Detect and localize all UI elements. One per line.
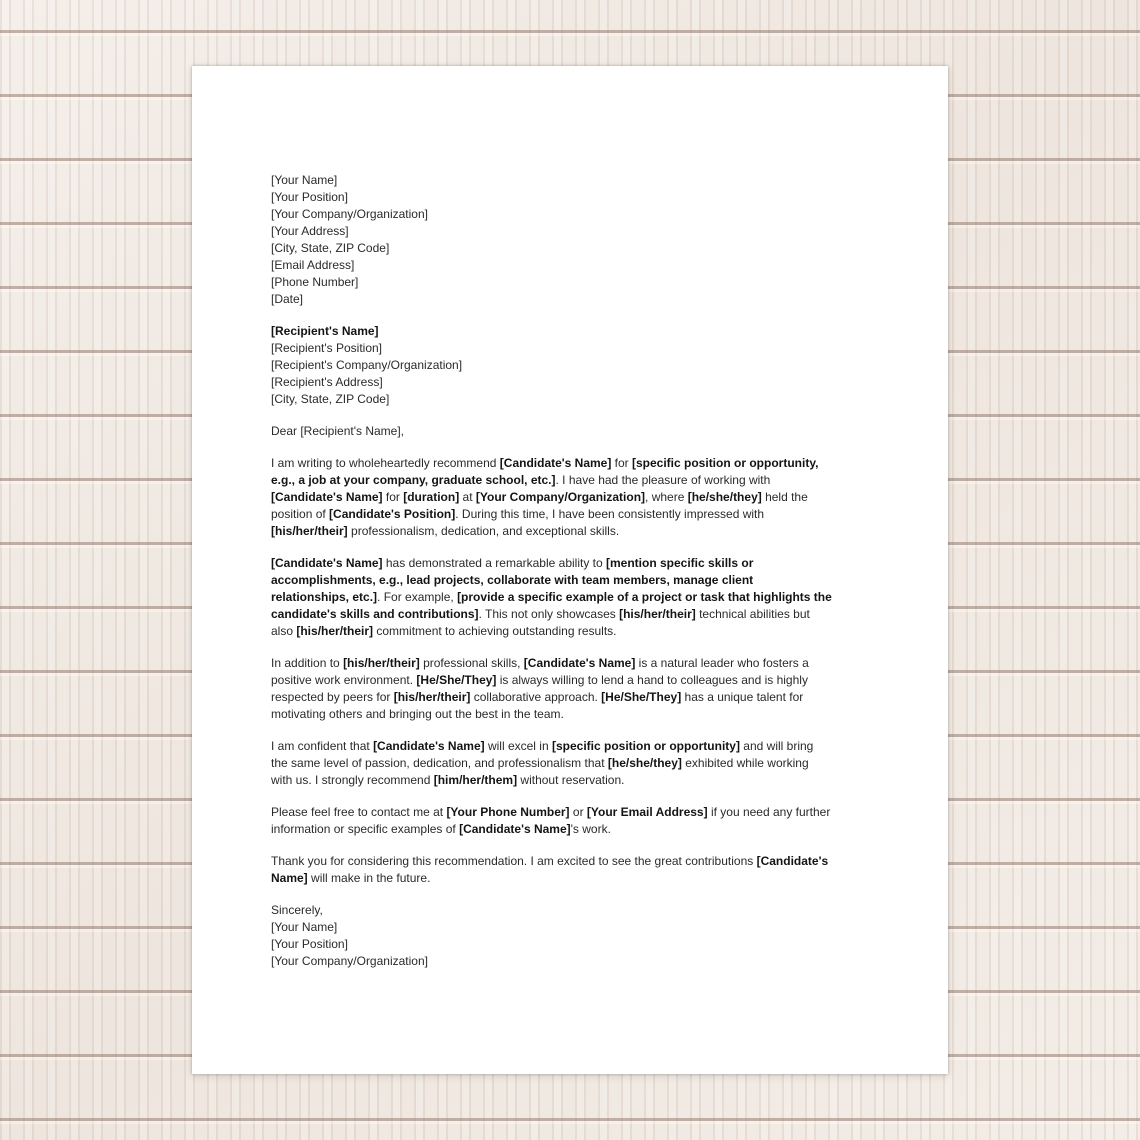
placeholder-text: [mention specific skills or	[606, 556, 754, 570]
recipient-position: [Recipient's Position]	[271, 341, 383, 355]
body-paragraph-3	[271, 655, 871, 723]
body-text: exhibited while working	[681, 756, 809, 770]
letter-page	[192, 66, 948, 1074]
body-text: , where	[645, 490, 688, 504]
paragraph-line	[271, 506, 871, 523]
placeholder-text: [his/her/their]	[619, 607, 696, 621]
body-text: position of	[271, 507, 330, 521]
paragraph-line	[271, 755, 871, 772]
body-text: . This not only showcases	[478, 607, 620, 621]
body-paragraph-5	[271, 804, 871, 838]
body-text: held the	[761, 490, 808, 504]
body-text: at	[459, 490, 476, 504]
body-text: without reservation.	[517, 773, 625, 787]
salutation: Dear [Recipient's Name],	[271, 424, 405, 438]
paragraph-line	[271, 804, 871, 821]
paragraph-line	[271, 870, 871, 887]
sender-block	[271, 172, 871, 308]
paragraph-line	[271, 455, 871, 472]
body-text: . For example,	[377, 590, 458, 604]
paragraph-line	[271, 672, 871, 689]
placeholder-text: [Your Email Address]	[586, 805, 708, 819]
body-text: is a natural leader who fosters a	[635, 656, 809, 670]
sender-city: [City, State, ZIP Code]	[271, 241, 390, 255]
closing-block	[271, 902, 871, 970]
body-text: collaborative approach.	[470, 690, 602, 704]
recipient-address: [Recipient's Address]	[271, 375, 383, 389]
placeholder-text: [Candidate's Position]	[329, 507, 456, 521]
recipient-city: [City, State, ZIP Code]	[271, 392, 390, 406]
placeholder-text: [duration]	[403, 490, 460, 504]
placeholder-text: [specific position or opportunity,	[632, 456, 819, 470]
placeholder-text: [Your Company/Organization]	[475, 490, 646, 504]
closing-sincerely: Sincerely,	[271, 903, 323, 917]
body-text: is always willing to lend a hand to colleagues and is highly	[496, 673, 808, 687]
body-text: has a unique talent for	[681, 690, 804, 704]
paragraph-line	[271, 706, 871, 723]
body-text: In addition to	[271, 656, 344, 670]
paragraph-line	[271, 689, 871, 706]
paragraph-line	[271, 821, 871, 838]
body-text: professional skills,	[419, 656, 524, 670]
paragraph-line	[271, 655, 871, 672]
placeholder-text: accomplishments, e.g., lead projects, collaborate with team members, manage client	[271, 573, 754, 587]
sender-name: [Your Name]	[271, 173, 338, 187]
sender-email: [Email Address]	[271, 258, 355, 272]
letter-paragraphs	[271, 455, 871, 887]
placeholder-text: [his/her/their]	[296, 624, 374, 638]
body-text: information or specific examples of	[271, 822, 460, 836]
body-text: motivating others and bringing out the best in the team.	[271, 707, 564, 721]
body-paragraph-2	[271, 555, 871, 640]
placeholder-text: [him/her/them]	[433, 773, 518, 787]
body-paragraph-6	[271, 853, 871, 887]
body-text: with us. I strongly recommend	[271, 773, 434, 787]
closing-company: [Your Company/Organization]	[271, 954, 428, 968]
body-text: . I have had the pleasure of working with	[555, 473, 771, 487]
paragraph-line	[271, 555, 871, 572]
paragraph-line	[271, 606, 871, 623]
body-text: I am confident that	[271, 739, 374, 753]
paragraph-line	[271, 489, 871, 506]
placeholder-text: [Candidate's Name]	[373, 739, 485, 753]
placeholder-text: Name]	[271, 871, 308, 885]
placeholder-text: [Candidate's Name]	[523, 656, 636, 670]
placeholder-text: [specific position or opportunity]	[551, 739, 740, 753]
body-text: the same level of passion, dedication, and professionalism that	[271, 756, 608, 770]
paragraph-line	[271, 772, 871, 789]
sender-company: [Your Company/Organization]	[271, 207, 428, 221]
body-text: for	[611, 456, 632, 470]
body-text: positive work environment.	[271, 673, 417, 687]
placeholder-text: [Candidate's Name]	[271, 490, 383, 504]
letter-body	[271, 172, 871, 970]
body-text: commitment to achieving outstanding results.	[373, 624, 617, 638]
body-text: also	[271, 624, 297, 638]
sender-phone: [Phone Number]	[271, 275, 359, 289]
placeholder-text: [Your Phone Number]	[446, 805, 570, 819]
sender-address: [Your Address]	[271, 224, 349, 238]
paragraph-line	[271, 523, 871, 540]
body-text: technical abilities but	[695, 607, 810, 621]
recipient-company: [Recipient's Company/Organization]	[271, 358, 463, 372]
recipient-name: [Recipient's Name]	[271, 324, 379, 338]
body-paragraph-1	[271, 455, 871, 540]
placeholder-text: candidate's skills and contributions]	[271, 607, 479, 621]
body-text: or	[569, 805, 587, 819]
placeholder-text: [his/her/their]	[393, 690, 471, 704]
body-text: professionalism, dedication, and exceptional skills.	[347, 524, 620, 538]
placeholder-text: [Candidate's Name]	[459, 822, 571, 836]
letter-date: [Date]	[271, 292, 304, 306]
body-text: Please feel free to contact me at	[271, 805, 447, 819]
body-text: I am writing to wholeheartedly recommend	[271, 456, 500, 470]
body-text: if you need any further	[707, 805, 831, 819]
placeholder-text: [provide a specific example of a project or task that highlights the	[457, 590, 832, 604]
body-paragraph-4	[271, 738, 871, 789]
paragraph-line	[271, 589, 871, 606]
recipient-block	[271, 323, 871, 408]
sender-position: [Your Position]	[271, 190, 348, 204]
body-text: . During this time, I have been consistently impressed with	[455, 507, 765, 521]
placeholder-text: [he/she/they]	[607, 756, 682, 770]
body-text: Thank you for considering this recommendation. I am excited to see the great contributions	[271, 854, 757, 868]
paragraph-line	[271, 738, 871, 755]
body-text: 's work.	[570, 822, 611, 836]
placeholder-text: [Candidate's Name]	[271, 556, 383, 570]
paragraph-line	[271, 853, 871, 870]
placeholder-text: [Candidate's Name]	[499, 456, 612, 470]
placeholder-text: e.g., a job at your company, graduate school, etc.]	[271, 473, 556, 487]
placeholder-text: [he/she/they]	[687, 490, 762, 504]
placeholder-text: [his/her/their]	[343, 656, 420, 670]
body-text: respected by peers for	[271, 690, 394, 704]
body-text: will make in the future.	[307, 871, 431, 885]
paragraph-line	[271, 623, 871, 640]
body-text: for	[382, 490, 404, 504]
body-text: will excel in	[484, 739, 552, 753]
placeholder-text: [Candidate's	[756, 854, 829, 868]
paragraph-line	[271, 572, 871, 589]
placeholder-text: relationships, etc.]	[271, 590, 378, 604]
closing-position: [Your Position]	[271, 937, 348, 951]
paragraph-line	[271, 472, 871, 489]
closing-name: [Your Name]	[271, 920, 338, 934]
body-text: has demonstrated a remarkable ability to	[382, 556, 606, 570]
placeholder-text: [his/her/their]	[271, 524, 348, 538]
body-text: and will bring	[739, 739, 814, 753]
placeholder-text: [He/She/They]	[601, 690, 682, 704]
placeholder-text: [He/She/They]	[416, 673, 497, 687]
